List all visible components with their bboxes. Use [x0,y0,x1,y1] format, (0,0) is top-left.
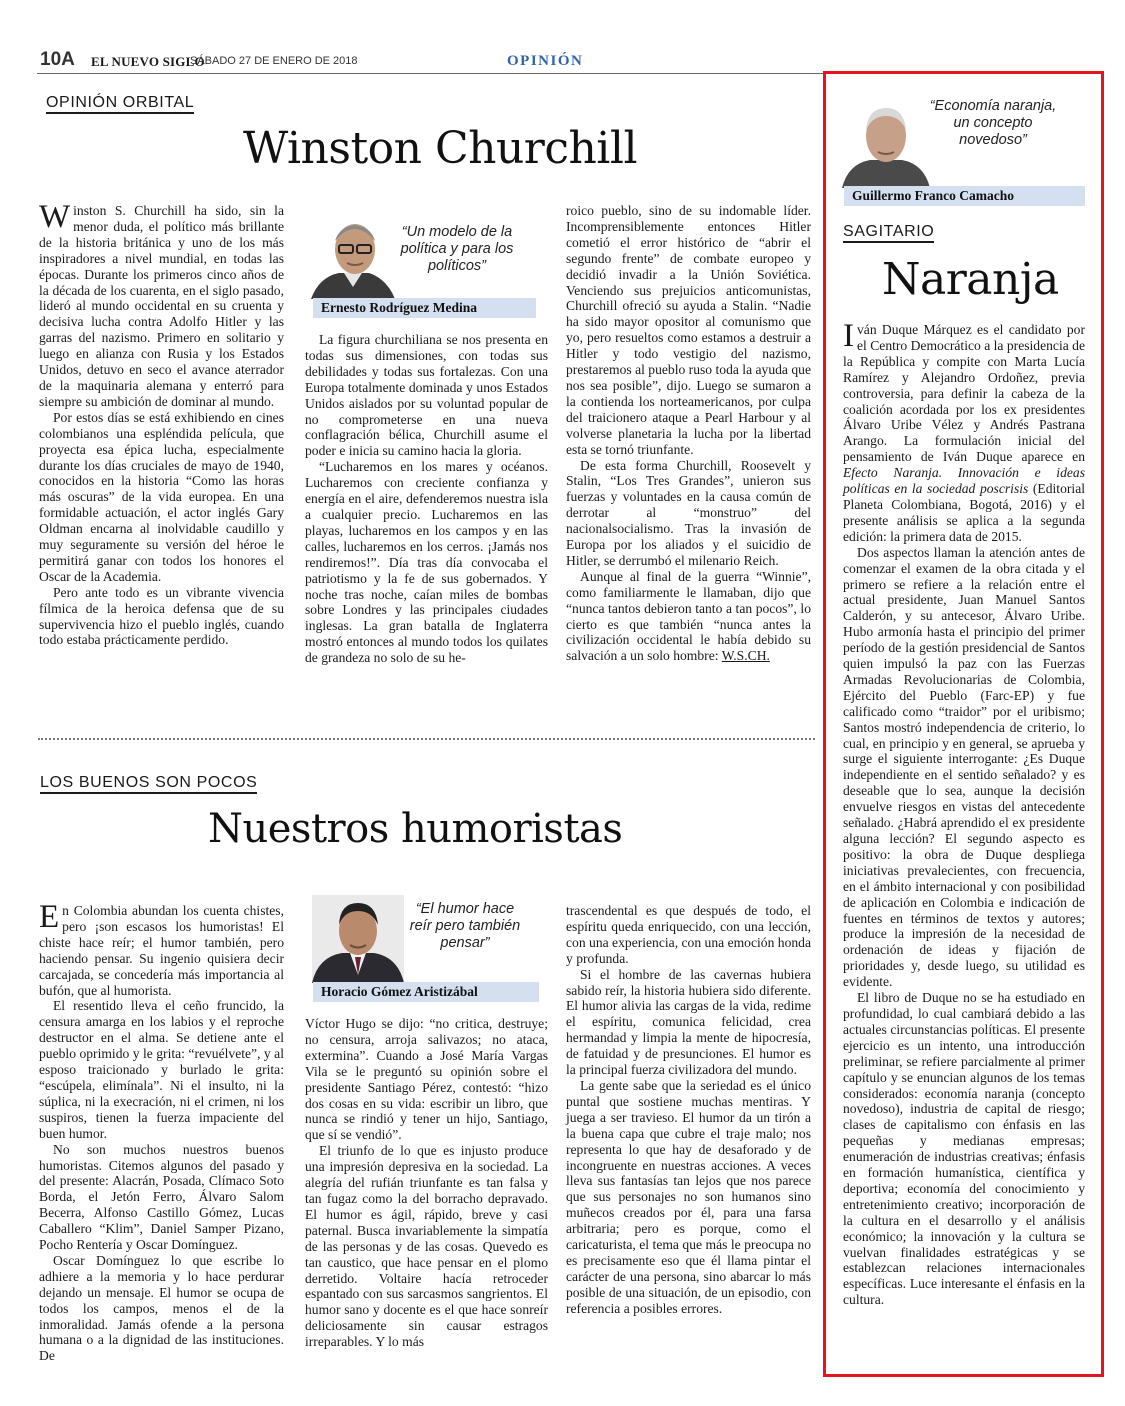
article2-paragraph: Si el hombre de las cavernas hubiera sabido reír, la historia hubiera sido diferente. El humor alivia las cargas de la vida, redime el espíritu, comunica felicidad, crea hermandad y limpia la mente de hipocresía, de fatuidad y de presunciones. El humor es la principal fuerza civilizadora del mundo. [566,966,811,1078]
article1-title: Winston Churchill [243,123,638,174]
article3-paragraph: Iván Duque Márquez es el candidato por el Centro Democrático a la presidencia de la República y compite con Marta Lucía Ramírez y Alejandro Ordoñez, previa controversia, para definir la cabeza de la coalición acordada por los ex presidentes Álvaro Uribe Vélez y Andrés Pastrana Arango. La formulación inicial del pensamiento de Iván Duque aparece en Efecto Naranja. Innovación e ideas políticas en la sociedad poscrisis (Editorial Planeta Colombiana, Bogotá, 2016) y el presente análisis se aplica a la segunda edición: la primera data de 2015. [843,318,1085,544]
article1-kicker: OPINIÓN ORBITAL [46,94,194,114]
article3-kicker: SAGITARIO [843,223,934,243]
newspaper-name: EL NUEVO SIGLO [91,54,205,69]
article1-paragraph: roico pueblo, sino de su indomable líder. Incomprensiblemente entonces Hitler cometió el error histórico de “abrir el segundo frente” de combate europeo y decidió invadir a la Unión Soviética. Venciendo sus prejuicios anticomunistas, Churchill ofreció su ayuda a Stalin. “Nadie ha sido mayor opositor al comunismo que yo, pero resueltos como estamos a destruir a Hitler y todo vestigio del nazismo, prestaremos al pueblo ruso toda la ayuda que nos sea posible”, dijo. Luego se sumaron a la contienda los norteamericanos, por culpa del traicionero ataque a Pearl Harbour y al volverse planetaria la lucha por la libertad esta se tornó triunfante. [566,203,811,457]
article2-author: Horacio Gómez Aristizábal [313,982,539,1002]
article1-column-3 [566,203,811,664]
article3-author: Guillermo Franco Camacho [844,186,1085,206]
section-title: OPINIÓN [507,53,584,69]
article2-paragraph: No son muchos nuestros buenos humoristas. Citemos algunos del pasado y del presente: Alacrán, Posada, Clímaco Soto Borda, el Jetón Ferro, Álvaro Salom Becerra, Alfonso Castillo Gómez, Lucas Caballero “Klim”, Daniel Samper Pizano, Pocho Rentería y Oscar Domínguez. [39,1141,284,1253]
issue-date: SÁBADO 27 DE ENERO DE 2018 [190,55,358,67]
article2-paragraph: La gente sabe que la seriedad es el único puntal que sostiene muchas mentiras. Y juega a ser travieso. El humor da un tirón a la buena capa que cubre el traje malo; nos representa lo que hay de desaforado y de incongruente en nuestras acciones. A veces lleva sus fantasías tan lejos que nos parece que sus personajes no son humanos sino muñecos creados por él, para una farsa arbitraria; pero es porque, como el caricaturista, el tema que más le preocupa no es precisamente eso que él llama pintar el carácter de una persona, sino abarcar lo más posible de una situación, de un episodio, con referencia a posibles errores. [566,1077,811,1316]
article2-paragraph: El triunfo de lo que es injusto produce una impresión depresiva en la sociedad. La alegría del rufián triunfante es tan falsa y tan fugaz como la del borracho depravado. El humor es ágil, rápido, breve y casi paternal. Busca invariablemente la simpatía de las personas y de las cosas. Quevedo es tan caustico, que hace pensar en el plomo derretido. Voltaire hacía retroceder espantado con sus sarcasmos sangrientos. El humor sano y docente es el que hace sonreír deliciosamente sin causar estragos irreparables. Y lo más [305,1143,548,1350]
article1-column-2 [305,332,548,666]
article2-paragraph: El resentido lleva el ceño fruncido, la censura amarga en los labios y el reproche destructor en el alma. Se detiene ante el pueblo oprimido y le grita: “revuélvete”, y al esposo traicionado y burlado le grita: “escúpela, elimínala”. Ni el insulto, ni la súplica, ni la execración, ni el crimen, ni los suspiros, tienen la fuerza impaciente del buen humor. [39,998,284,1141]
article3-paragraph: Dos aspectos llaman la atención antes de comenzar el examen de la obra citada y el primero se refiere a la relación entre el actual presidente, Juan Manuel Santos Calderón, y su antecesor, Álvaro Uribe. Hubo armonía hasta el principio del primer período de la gestión presidencial de Santos quien impulsó la paz con las Fuerzas Armadas Revolucionarias de Colombia, Ejército del Pueblo (Farc-EP) y fue calificado como “traidor” por el uribismo; Santos mostró independencia de criterio, lo cual, en principio y en general, se aprueba y surge el siguiente interrogante: ¿Es Duque independiente en el sentido señalado? y es deseable que lo sea, aunque la decisión envuelve riesgos en vistas del antecedente señalado. ¿Habrá aprendido el ex presidente alguna lección? El segundo aspecto es positivo: la obra de Duque despliega iniciativas prevalecientes, con frecuencia, en el ámbito internacional y con posibilidad de aplicación en Colombia e indicación de fuentes en términos de textos y autores; produce la impresión de la necesidad de ordenación de ideas y fijación de prioridades y, desde luego, su utilidad es evidente. [843,544,1085,990]
page-number: 10A [40,49,75,70]
section-divider [38,738,815,740]
article1-paragraph: Winston S. Churchill ha sido, sin la menor duda, el político más brillante de la historia británica y uno de los más inspiradores a nivel mundial, en todas las épocas. Durante los primeros cinco años de la década de los cuarenta, en el siglo pasado, lideró al mundo occidental en su cruenta y decisiva lucha contra Adolfo Hitler y las garras del nazismo. Primero en solitario y luego en alianza con Rusia y los Estados Unidos, detuvo en seco el avance aterrador de la maquinaria alemana y enterró para siempre su ambición de dominar al mundo. [39,199,284,409]
article2-column-2 [305,1016,548,1350]
article3-column [843,318,1085,1308]
article1-dropcap: W [39,199,71,235]
article1-column-1 [39,199,284,648]
article3-dropcap: I [843,318,854,354]
article3-book-title: Efecto Naranja. Innovación e ideas políticas en la sociedad poscrisis [843,465,1085,497]
article2-pullquote: “El humor hace reír pero también pensar” [409,901,521,951]
article1-signature: W.S.CH. [721,648,770,664]
article2-paragraph: Víctor Hugo se dijo: “no critica, destruye; no censura, arroja salivazos; no ataca, extermina”. Cuando a José María Vargas Vila se le preguntó su opinión sobre el presidente Santiago Pérez, contestó: “hizo dos cosas en su vida: escribir un libro, que nunca se rindió y tener un hijo, Santiago, que sí se vendió”. [305,1016,548,1143]
author-photo-guillermo [842,96,930,188]
author-photo-horacio [312,895,404,983]
article1-pullquote: “Un modelo de la política y para los políticos” [400,224,514,274]
article1-paragraph: Pero ante todo es un vibrante vivencia fílmica de la heroica defensa que de su supervivencia hizo el pueblo inglés, cuando todo estaba prácticamente perdido. [39,584,284,648]
article2-column-1 [39,899,284,1364]
article2-paragraph: trascendental es que después de todo, el espíritu queda enriquecido, con una lección, con una experiencia, con una emoción honda y profunda. [566,903,811,966]
article2-dropcap: E [39,899,60,935]
article3-title: Naranja [882,254,1059,305]
article2-paragraph: Oscar Domínguez lo que escribe lo adhiere a la memoria y lo hace perdurar dejando un mensaje. El humor se ocupa de todos los campos, menos el de la inmoralidad. Jamás ofende a la persona humana o a la dignidad de las instituciones. De [39,1252,284,1364]
article2-title: Nuestros humoristas [208,806,623,852]
article2-kicker: LOS BUENOS SON POCOS [40,774,257,794]
article1-paragraph: La figura churchiliana se nos presenta en todas sus dimensiones, con todas sus debilidades y todas sus fortalezas. Con una Europa totalmente dominada y unos Estados Unidos aislados por su voluntad popular de no comprometerse en una nueva conflagración bélica, Churchill asume el poder e inicia su camino hacia la gloria. [305,332,548,459]
article1-paragraph: “Lucharemos en los mares y océanos. Lucharemos con creciente confianza y energía en el aire, defenderemos nuestra isla a cualquier precio. Lucharemos en las playas, lucharemos en los campos y en las calles, lucharemos en los cerros. ¡Jamás nos rendiremos!”. Día tras día convocaba el patriotismo y la fe de sus gobernados. Y noche tras noche, caían miles de bombas sobre Londres y las principales ciudades inglesas. La gran batalla de Inglaterra mostró entonces al mundo todos los quilates de grandeza no solo de su he- [305,459,548,666]
article3-pullquote: “Economía naranja, un concepto novedoso” [929,98,1057,148]
author-photo-ernesto [311,213,395,299]
article1-paragraph: Por estos días se está exhibiendo en cines colombianos una espléndida película, que proyecta esa épica lucha, especialmente durante los días cruciales de mayo de 1940, conocidos en la historia “Como las horas más oscuras” de la vida europea. En una formidable actuación, el actor inglés Gary Oldman encarna al inolvidable caudillo y muy seguramente su versión del héroe le permitirá ganar con todos los honores el Oscar de la Academia. [39,409,284,584]
article2-paragraph: En Colombia abundan los cuenta chistes, pero ¡son escasos los humoristas! El chiste hace reír; el humor también, pero haciendo pensar. Su ingenio quisiera decir carcajada, se concedería más importancia al bufón, que al humorista. [39,899,284,998]
article1-paragraph: De esta forma Churchill, Roosevelt y Stalin, “Los Tres Grandes”, unieron sus fuerzas y voluntades en la causa común de derrotar al “monstruo” del nacionalsocialismo. Tras la invasión de Europa por los aliados y el suicidio de Hitler, se derrumbó el milenario Reich. [566,457,811,568]
article2-column-3 [566,903,811,1317]
article1-author: Ernesto Rodríguez Medina [313,298,536,318]
article1-paragraph: Aunque al final de la guerra “Winnie”, como familiarmente le llamaban, dijo que “nunca tantos debieron tanto a tan pocos”, lo cierto es que también “nunca antes la civilización occidental le había debido su salvación a un solo hombre: W.S.CH. [566,568,811,664]
article3-paragraph: El libro de Duque no se ha estudiado en profundidad, lo cual cambiará debido a las actuales circunstancias políticas. El presente ejercicio es un intento, una introducción preliminar, se refiere parcialmente al primer capítulo y se enuncian algunos de los temas considerados: economía naranja (concepto novedoso), industria de capital de riesgo; clases de capitalismo con énfasis en las pequeñas y medianas empresas; enumeración de industrias creativas; énfasis en formación humanística, científica y deportiva; economía del conocimiento y entretenimiento creativo; incorporación de la cultura en el desarrollo y el análisis económico; la innovación y la cultura se vuelvan finalidades estratégicas y se establezcan relaciones internacionales específicas. Luce interesante el énfasis en la cultura. [843,990,1085,1308]
